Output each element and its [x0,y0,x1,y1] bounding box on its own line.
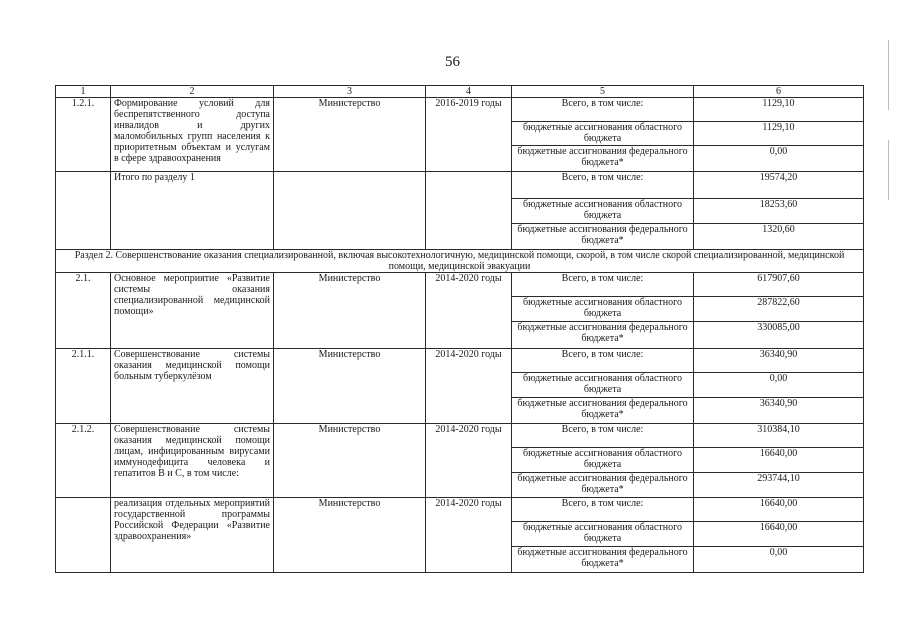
scan-margin-mark [888,140,889,200]
funding-amount: 36340,90 [694,349,864,373]
table-body [56,98,864,573]
funding-source: Всего, в том числе: [512,498,694,522]
funding-source: бюджетные ассигнования областного бюджета [512,522,694,547]
item-code: 2.1.1. [56,349,111,424]
item-code: 2.1. [56,273,111,349]
funding-amount: 16640,00 [694,498,864,522]
item-period: 2016-2019 годы [426,98,512,172]
funding-source: бюджетные ассигнования федерального бюджета* [512,398,694,424]
item-executor: Министерство [274,349,426,424]
funding-amount: 1129,10 [694,122,864,146]
funding-source: бюджетные ассигнования областного бюджета [512,297,694,322]
item-name: Совершенствование системы оказания медицинской помощи лицам, инфицированным вирусами иммунодефицита человека и гепатитов В и С, в том числе: [111,424,274,498]
table-row [56,349,864,373]
item-code: 1.2.1. [56,98,111,172]
table-row [56,424,864,448]
item-period [426,172,512,250]
funding-source: Всего, в том числе: [512,424,694,448]
page-number: 56 [445,54,460,70]
funding-source: бюджетные ассигнования областного бюджета [512,199,694,224]
item-name: Итого по разделу 1 [111,172,274,250]
funding-source: бюджетные ассигнования федерального бюджета* [512,473,694,498]
column-header: 2 [111,86,274,98]
funding-amount: 36340,90 [694,398,864,424]
item-code [56,498,111,573]
funding-amount: 16640,00 [694,522,864,547]
funding-source: бюджетные ассигнования областного бюджета [512,448,694,473]
item-name: Совершенствование системы оказания медицинской помощи больным туберкулёзом [111,349,274,424]
funding-source: бюджетные ассигнования федерального бюджета* [512,146,694,172]
funding-amount: 18253,60 [694,199,864,224]
header-row [56,86,864,98]
item-period: 2014-2020 годы [426,424,512,498]
section-heading-row [56,250,864,273]
funding-amount: 330085,00 [694,322,864,349]
funding-amount: 0,00 [694,373,864,398]
item-code: 2.1.2. [56,424,111,498]
item-executor [274,172,426,250]
column-header: 6 [694,86,864,98]
column-header: 3 [274,86,426,98]
funding-source: Всего, в том числе: [512,172,694,199]
funding-source: бюджетные ассигнования федерального бюджета* [512,322,694,349]
funding-amount: 310384,10 [694,424,864,448]
funding-source: бюджетные ассигнования областного бюджета [512,122,694,146]
funding-source: бюджетные ассигнования федерального бюджета* [512,547,694,573]
funding-amount: 293744,10 [694,473,864,498]
item-code [56,172,111,250]
funding-amount: 16640,00 [694,448,864,473]
funding-amount: 617907,60 [694,273,864,297]
table-row [56,498,864,522]
item-executor: Министерство [274,273,426,349]
item-name: реализация отдельных мероприятий государственной программы Российской Федерации «Развитие здравоохранения» [111,498,274,573]
budget-table [55,85,864,573]
table-row [56,273,864,297]
item-executor: Министерство [274,424,426,498]
funding-source: Всего, в том числе: [512,98,694,122]
funding-source: бюджетные ассигнования федерального бюджета* [512,224,694,250]
funding-amount: 0,00 [694,547,864,573]
table-row [56,172,864,199]
column-header: 1 [56,86,111,98]
funding-amount: 287822,60 [694,297,864,322]
funding-source: Всего, в том числе: [512,349,694,373]
item-name: Основное мероприятие «Развитие системы оказания специализированной медицинской помощи» [111,273,274,349]
column-header: 4 [426,86,512,98]
table-row [56,98,864,122]
item-period: 2014-2020 годы [426,273,512,349]
item-executor: Министерство [274,98,426,172]
item-name: Формирование условий для беспрепятственного доступа инвалидов и других маломобильных групп населения к приоритетным объектам и услугам в сфере здравоохранения [111,98,274,172]
item-executor: Министерство [274,498,426,573]
item-period: 2014-2020 годы [426,498,512,573]
funding-source: бюджетные ассигнования областного бюджета [512,373,694,398]
column-header: 5 [512,86,694,98]
funding-amount: 1129,10 [694,98,864,122]
section-title: Раздел 2. Совершенствование оказания специализированной, включая высокотехнологичную, медицинской помощи, скорой, в том числе скорой специализированной, медицинской помощи, медицинской эвакуации [56,250,864,273]
item-period: 2014-2020 годы [426,349,512,424]
funding-source: Всего, в том числе: [512,273,694,297]
funding-amount: 0,00 [694,146,864,172]
funding-amount: 1320,60 [694,224,864,250]
scan-margin-mark [888,40,889,110]
funding-amount: 19574,20 [694,172,864,199]
